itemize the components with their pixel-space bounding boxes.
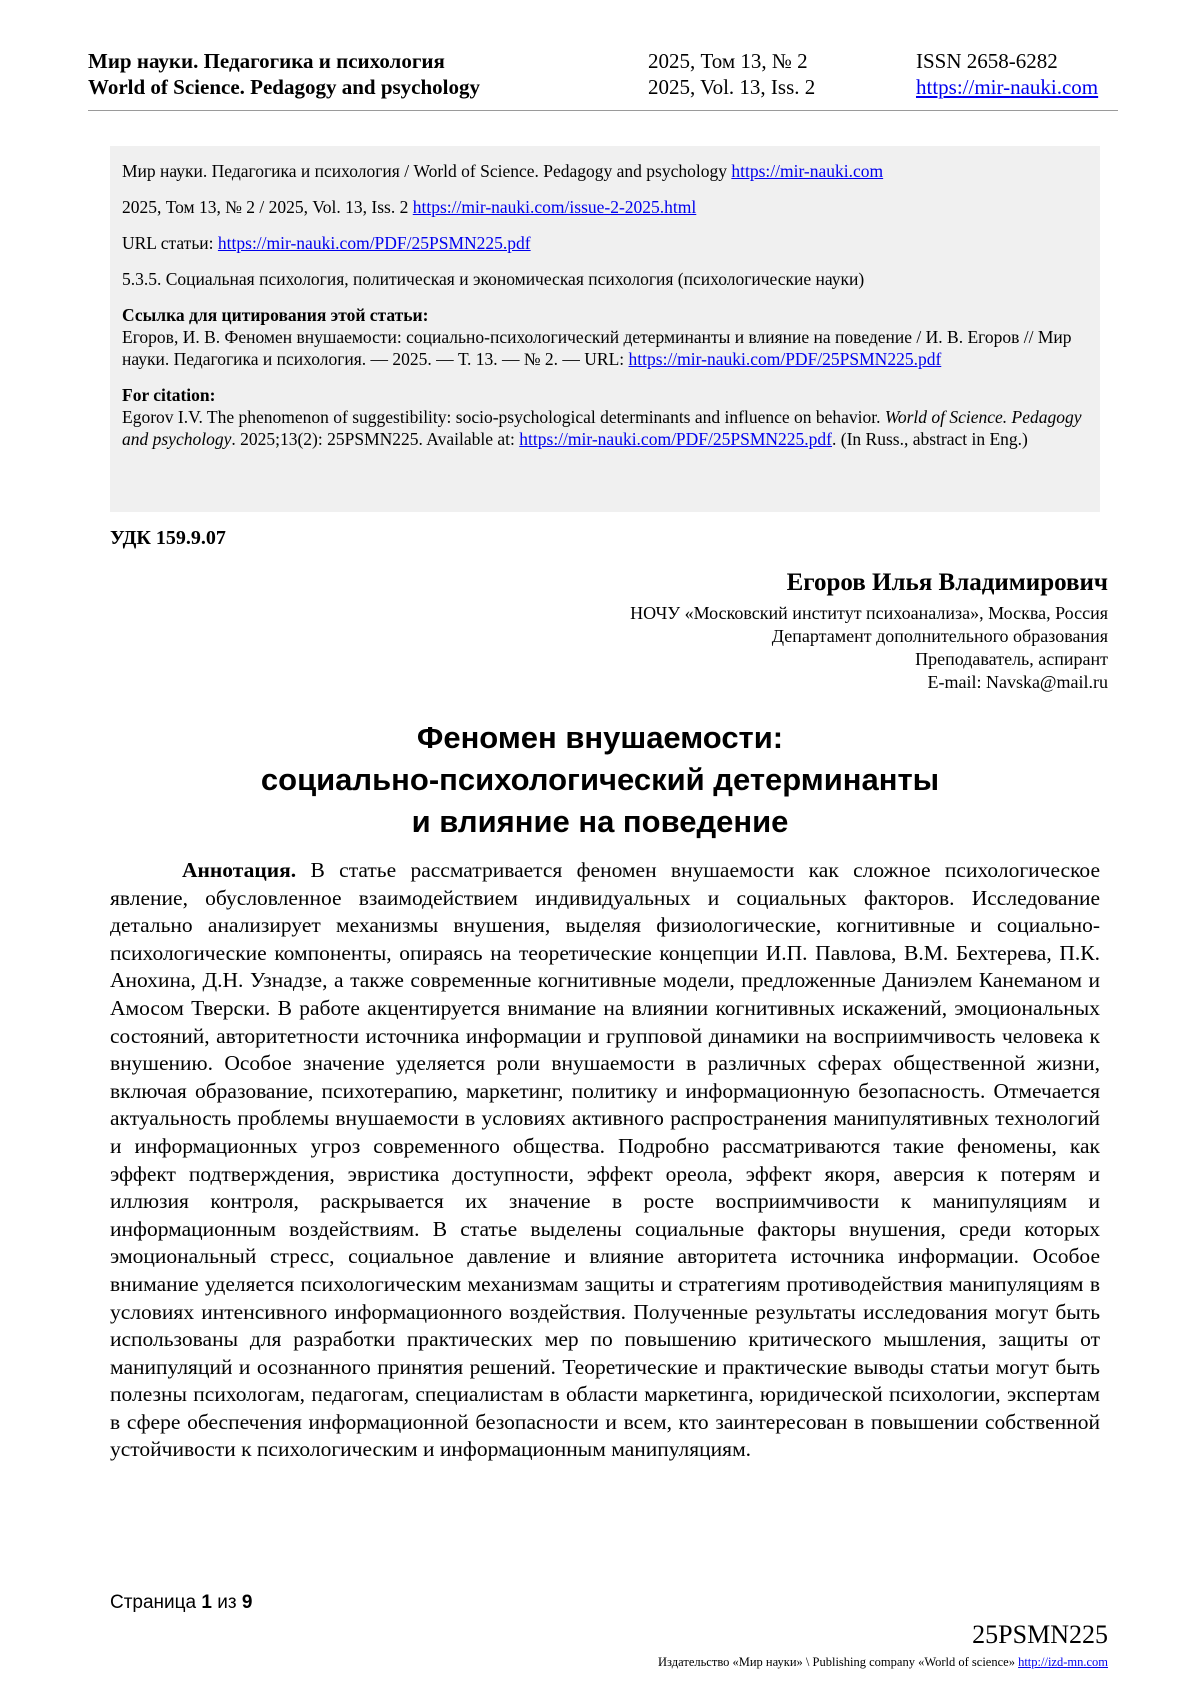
article-title: Феномен внушаемости: социально-психологический детерминанты и влияние на поведение: [260, 720, 940, 839]
issue-en: 2025, Vol. 13, Iss. 2: [648, 75, 816, 99]
citation-box: [110, 146, 1100, 512]
abstract-label: Аннотация.: [182, 858, 297, 882]
en-citation-label: For citation:: [122, 385, 216, 405]
author-department: Департамент дополнительного образования: [771, 626, 1108, 646]
publisher-line: Издательство «Мир науки» \ Publishing company «World of science» http://izd-mn.com: [658, 1655, 1108, 1669]
publisher-link[interactable]: http://izd-mn.com: [1018, 1655, 1108, 1669]
page-counter: Страница 1 из 9: [110, 1592, 253, 1613]
header-divider: [88, 110, 1118, 111]
ru-citation-text: Егоров, И. В. Феномен внушаемости: социально-психологический детерминанты и влияние на поведение / И. В. Егоров // Мир науки. Педагогика и психология. — 2025. — Т. 13. — № 2. — URL:: [122, 327, 1072, 369]
author-block: [630, 566, 1108, 694]
abstract-text: В статье рассматривается феномен внушаемости как сложное психологическое явление, обусловленное взаимодействием индивидуальных и социальных факторов. Исследование детально анализирует механизмы внушения, выделяя физиологические, когнитивные и социально-психологические компоненты, опираясь на теоретические концепции И.П. Павлова, В.М. Бехтерева, П.К. Анохина, Д.Н. Узнадзе, а также современные когнитивные модели, предложенные Даниэлем Канеманом и Амосом Тверски. В работе акцентируется внимание на влиянии когнитивных искажений, эмоциональных состояний, авторитетности источника информации и групповой динамики на восприимчивость человека к внушению. Особое значение уделяется роли внушаемости в различных сферах общественной жизни, включая образование, психотерапию, маркетинг, политику и информационную безопасность. Отмечается актуальность проблемы внушаемости в условиях активного распространения манипулятивных технологий и информационных угроз современного общества. Подробно рассматриваются такие феномены, как эффект подтверждения, эвристика доступности, эффект ореола, эффект якоря, аверсия к потерям и иллюзия контроля, раскрывается их значение в росте восприимчивости к манипуляциям и информационным воздействиям. В статье выделены социальные факторы внушения, среди которых эмоциональный стресс, социальное давление и влияние авторитета источника информации. Особое внимание уделяется психологическим механизмам защиты и стратегиям противодействия манипуляциям в условиях интенсивного информационного воздействия. Полученные результаты исследования могут быть использованы для разработки практических мер по повышению критического мышления, защиты от манипуляций и осознанного принятия решений. Теоретические и практические выводы статьи могут быть полезны психологам, педагогам, специалистам в области маркетинга, юридической психологии, экспертам в сфере обеспечения информационной безопасности и всем, кто заинтересован в повышении собственной устойчивости к психологическим и информационным манипуляциям.: [110, 858, 1100, 1462]
article-code: 25PSMN225: [972, 1620, 1108, 1649]
author-position: Преподаватель, аспирант: [915, 649, 1108, 669]
udk-code: УДК 159.9.07: [110, 527, 226, 549]
issue-url-link[interactable]: https://mir-nauki.com/issue-2-2025.html: [412, 197, 697, 217]
ru-citation-link[interactable]: https://mir-nauki.com/PDF/25PSMN225.pdf: [628, 349, 942, 369]
en-citation-journal: World of Science. Pedagogy and psychology: [122, 407, 1082, 449]
journal-url-link[interactable]: https://mir-nauki.com: [731, 161, 884, 181]
journal-title-en: World of Science. Pedagogy and psychology: [88, 75, 481, 99]
ru-citation: [122, 304, 1088, 370]
en-citation-link[interactable]: https://mir-nauki.com/PDF/25PSMN225.pdf: [519, 429, 833, 449]
specialty-code: 5.3.5. Социальная психология, политическая и экономическая психология (психологические науки): [122, 269, 865, 289]
citebox-journal-line: Мир науки. Педагогика и психология / World of Science. Pedagogy and psychology https://mir-nauki.com: [122, 161, 884, 181]
issn: ISSN 2658-6282: [916, 49, 1058, 73]
author-name: Егоров Илья Владимирович: [786, 569, 1108, 596]
abstract: [110, 857, 1100, 1464]
issue-ru: 2025, Том 13, № 2: [648, 49, 808, 73]
author-email: E-mail: Navska@mail.ru: [927, 672, 1108, 692]
en-citation: For citation: Egorov I.V. The phenomenon of suggestibility: socio-psychological determinants and influence on behavior. World of Science. Pedagogy and psychology. 2025;13(2): 25PSMN225. Available at: https://mir-nauki.com/PDF/25PSMN225.pdf. (In Russ., abstract in Eng.): [122, 385, 1082, 449]
site-link[interactable]: https://mir-nauki.com: [916, 75, 1099, 99]
article-pdf-link[interactable]: https://mir-nauki.com/PDF/25PSMN225.pdf: [217, 233, 531, 253]
citebox-article-url-line: URL статьи: https://mir-nauki.com/PDF/25PSMN225.pdf: [122, 233, 531, 253]
ru-citation-label: Ссылка для цитирования этой статьи:: [122, 305, 429, 325]
citebox-issue-line: 2025, Том 13, № 2 / 2025, Vol. 13, Iss. 2 https://mir-nauki.com/issue-2-2025.html: [122, 197, 697, 217]
author-affiliation: НОЧУ «Московский институт психоанализа», Москва, Россия: [630, 603, 1108, 623]
journal-title-ru: Мир науки. Педагогика и психология: [88, 49, 445, 73]
